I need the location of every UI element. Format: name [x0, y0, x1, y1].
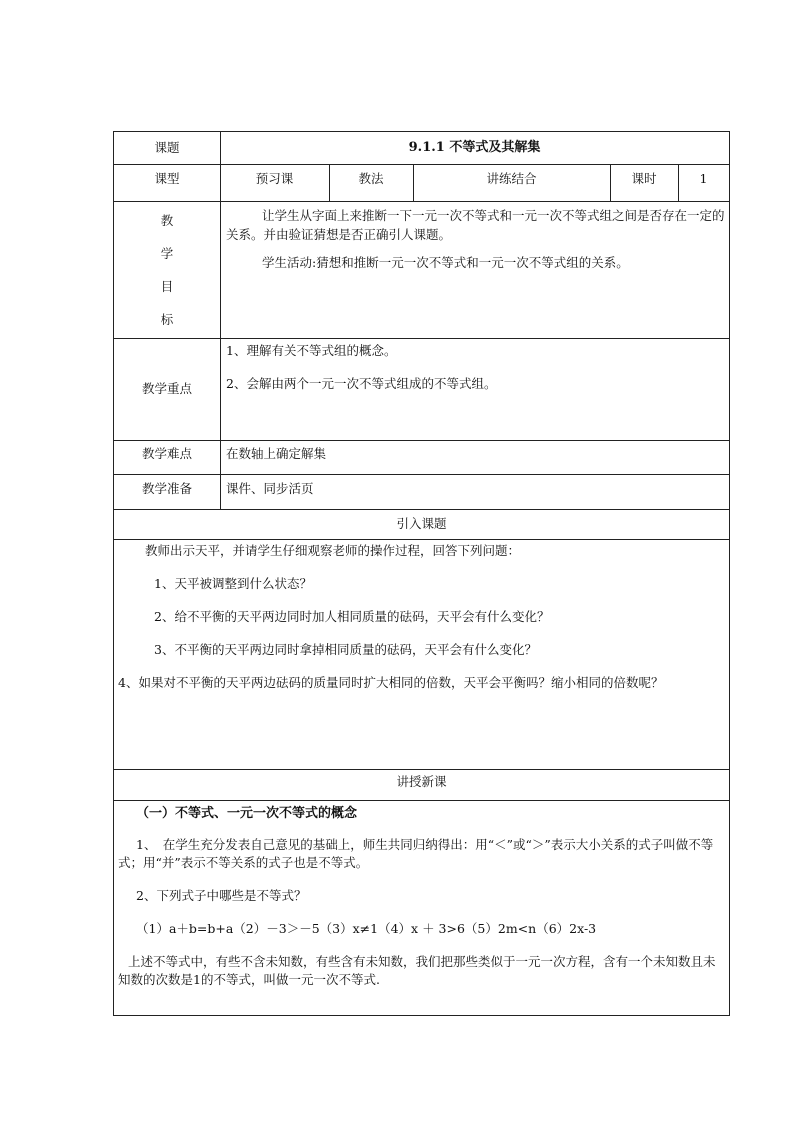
objectives-paragraph: 让学生从字面上来推断一下一元一次不等式和一元一次不等式组之间是否存在一定的关系。并由验证猜想是否正确引人课题。 [226, 208, 725, 242]
objectives-label-char: 标 [160, 312, 174, 327]
intro-line: 4、如果对不平衡的天平两边砝码的质量同时扩大相同的倍数，天平会平衡吗？缩小相同的倍数呢？ [118, 675, 664, 690]
key-point-item: 2、会解由两个一元一次不等式组成的不等式组。 [226, 376, 497, 391]
row-divider [114, 800, 729, 801]
hours-value: 1 [699, 171, 708, 186]
method-value: 讲练结合 [486, 171, 537, 186]
type-value: 预习课 [255, 171, 294, 186]
objectives-paragraph: 学生活动:猜想和推断一元一次不等式和一元一次不等式组的关系。 [262, 255, 629, 270]
intro-line: 3、不平衡的天平两边同时拿掉相同质量的砝码，天平会有什么变化？ [154, 642, 537, 657]
key-points-label: 教学重点 [141, 381, 192, 396]
row-divider [114, 539, 729, 540]
intro-content [118, 542, 726, 692]
new-lesson-paragraph: 上述不等式中，有些不含未知数，有些含有未知数，我们把那些类似于一元一次方程，含有一个未知数且未知数的次数是1的不等式，叫做一元一次不等式. [118, 954, 716, 987]
objectives-label [114, 204, 220, 336]
row-divider [114, 201, 729, 202]
topic-value: 9.1.1 不等式及其解集 [408, 140, 541, 155]
intro-line: 2、给不平衡的天平两边同时加人相同质量的砝码，天平会有什么变化？ [154, 609, 550, 624]
topic-label: 课题 [154, 140, 180, 155]
new-lesson-paragraph: 1、 在学生充分发表自己意见的基础上，师生共同归纳得出：用“＜”或“＞”表示大小关系的式子叫做不等式；用“并”表示不等关系的式子也是不等式。 [118, 837, 714, 870]
key-point-item: 1、理解有关不等式组的概念。 [226, 343, 397, 358]
preparation-value: 课件、同步活页 [226, 481, 314, 496]
preparation-label: 教学准备 [141, 481, 192, 496]
new-lesson-content [118, 805, 726, 989]
intro-line: 教师出示天平，并请学生仔细观察老师的操作过程，回答下列问题： [145, 543, 521, 558]
new-lesson-subtitle: （一）不等式、一元一次不等式的概念 [136, 806, 358, 821]
new-lesson-paragraph: 2、下列式子中哪些是不等式？ [136, 888, 307, 903]
intro-section-title: 引入课题 [396, 516, 447, 531]
difficulty-value: 在数轴上确定解集 [226, 446, 327, 461]
new-lesson-section-title: 讲授新课 [396, 774, 447, 789]
new-lesson-inequality-list: （1）a＋b=b+a（2）－3＞－5（3）x≠1（4）x ＋ 3>6（5）2m<n（6）2x-3 [136, 921, 597, 936]
objectives-content [226, 206, 726, 272]
objectives-label-char: 教 [160, 213, 174, 228]
hours-label: 课时 [631, 171, 657, 186]
objectives-label-char: 学 [160, 246, 174, 261]
difficulty-label: 教学难点 [141, 446, 192, 461]
lesson-plan-table [113, 131, 730, 1016]
objectives-label-char: 目 [160, 279, 174, 294]
type-label: 课型 [154, 171, 180, 186]
method-label: 教法 [358, 171, 384, 186]
intro-line: 1、天平被调整到什么状态？ [154, 576, 312, 591]
key-points-content [226, 342, 726, 393]
